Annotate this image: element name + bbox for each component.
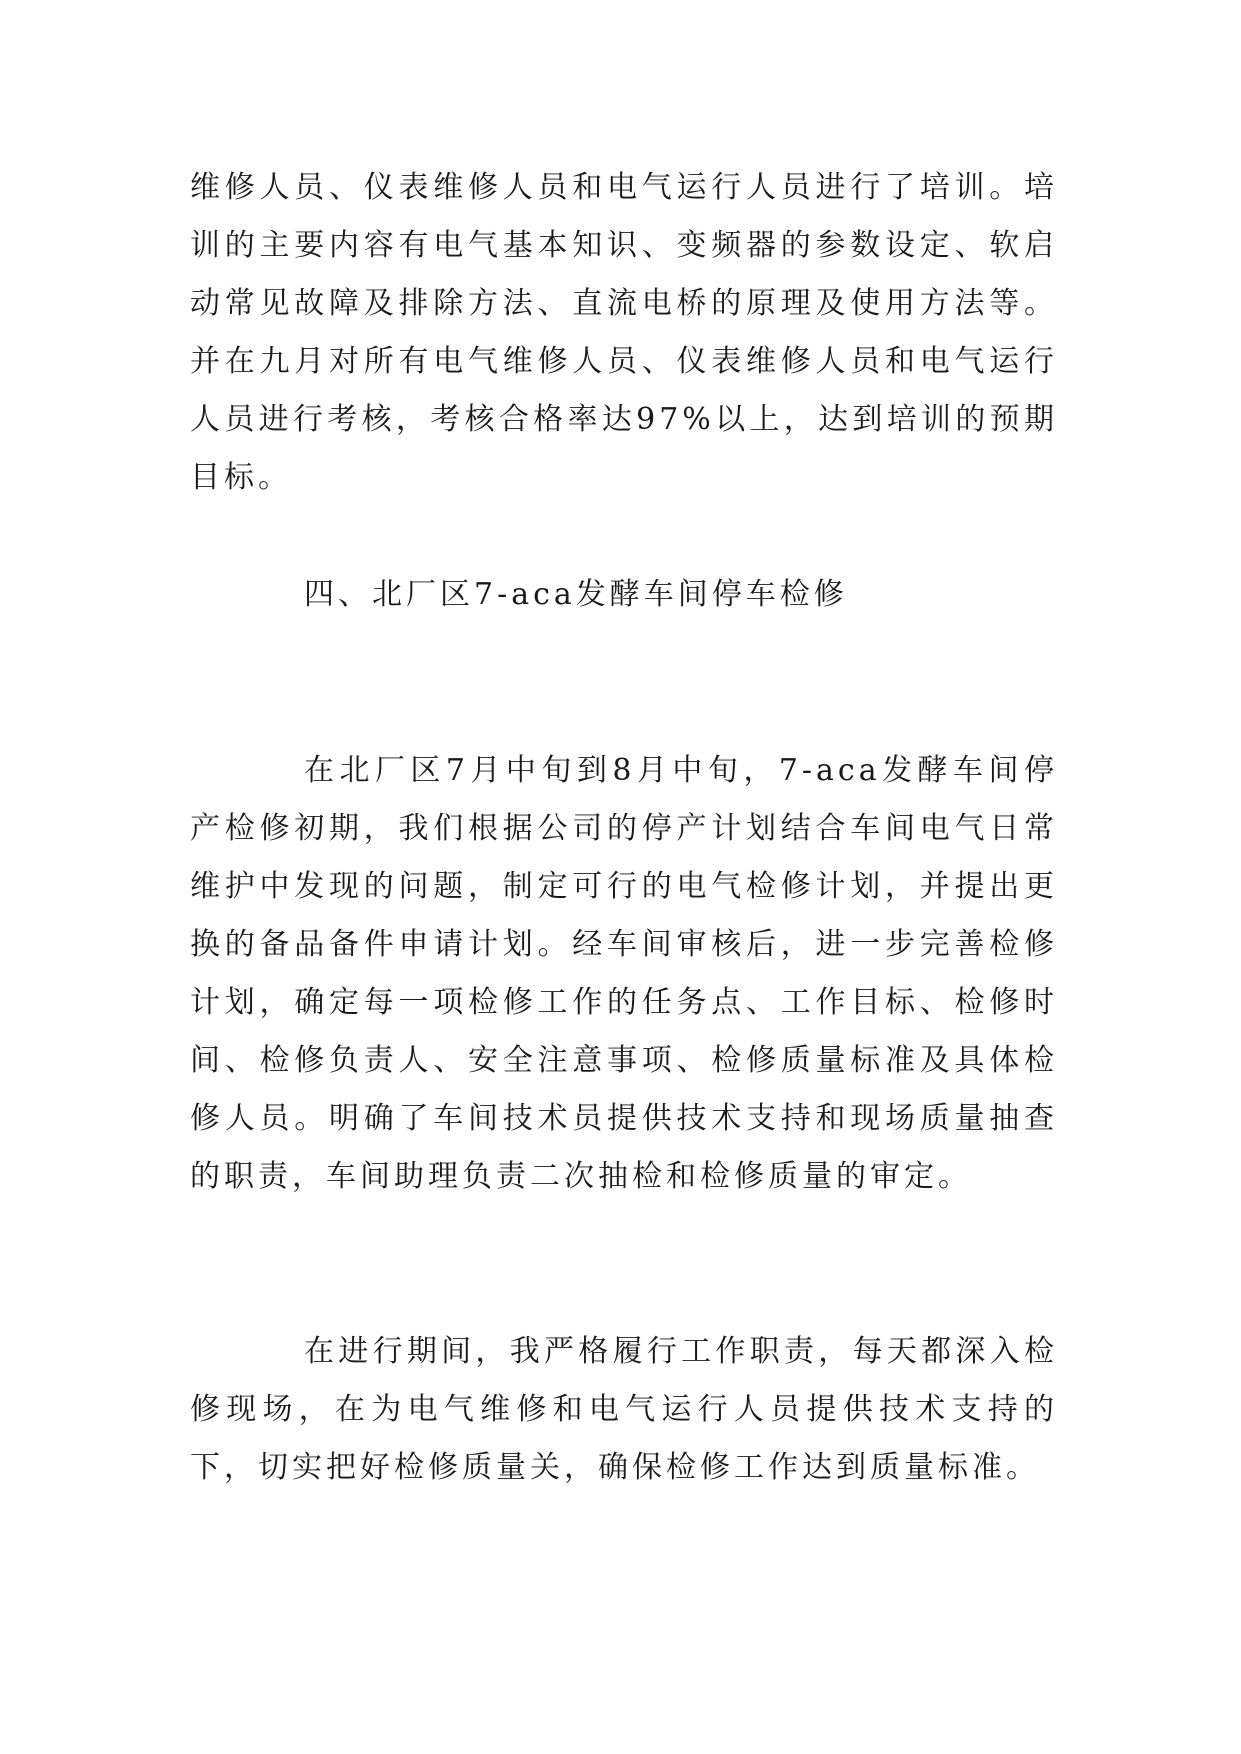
paragraph-overhaul-planning: 在北厂区7月中旬到8月中旬，7-aca发酵车间停产检修初期，我们根据公司的停产计划结合车间电气日常维护中发现的问题，制定可行的电气检修计划，并提出更换的备品备件申请计划。经车间审核后，进一步完善检修计划，确定每一项检修工作的任务点、工作目标、检修时间、检修负责人、安全注意事项、检修质量标准及具体检修人员。明确了车间技术员提供技术支持和现场质量抽查的职责，车间助理负责二次抽检和检修质量的审定。 <box>190 753 1058 1194</box>
section-heading: 四、北厂区7-aca发酵车间停车检修 <box>304 577 848 612</box>
paragraph-overhaul-execution: 在进行期间，我严格履行工作职责，每天都深入检修现场，在为电气维修和电气运行人员提供技术支持的下，切实把好检修质量关，确保检修工作达到质量标准。 <box>190 1334 1058 1485</box>
paragraph-training-continuation: 维修人员、仪表维修人员和电气运行人员进行了培训。培训的主要内容有电气基本知识、变频器的参数设定、软启动常见故障及排除方法、直流电桥的原理及使用方法等。并在九月对所有电气维修人员、仪表维修人员和电气运行人员进行考核，考核合格率达97%以上，达到培训的预期目标。 <box>190 170 1058 495</box>
